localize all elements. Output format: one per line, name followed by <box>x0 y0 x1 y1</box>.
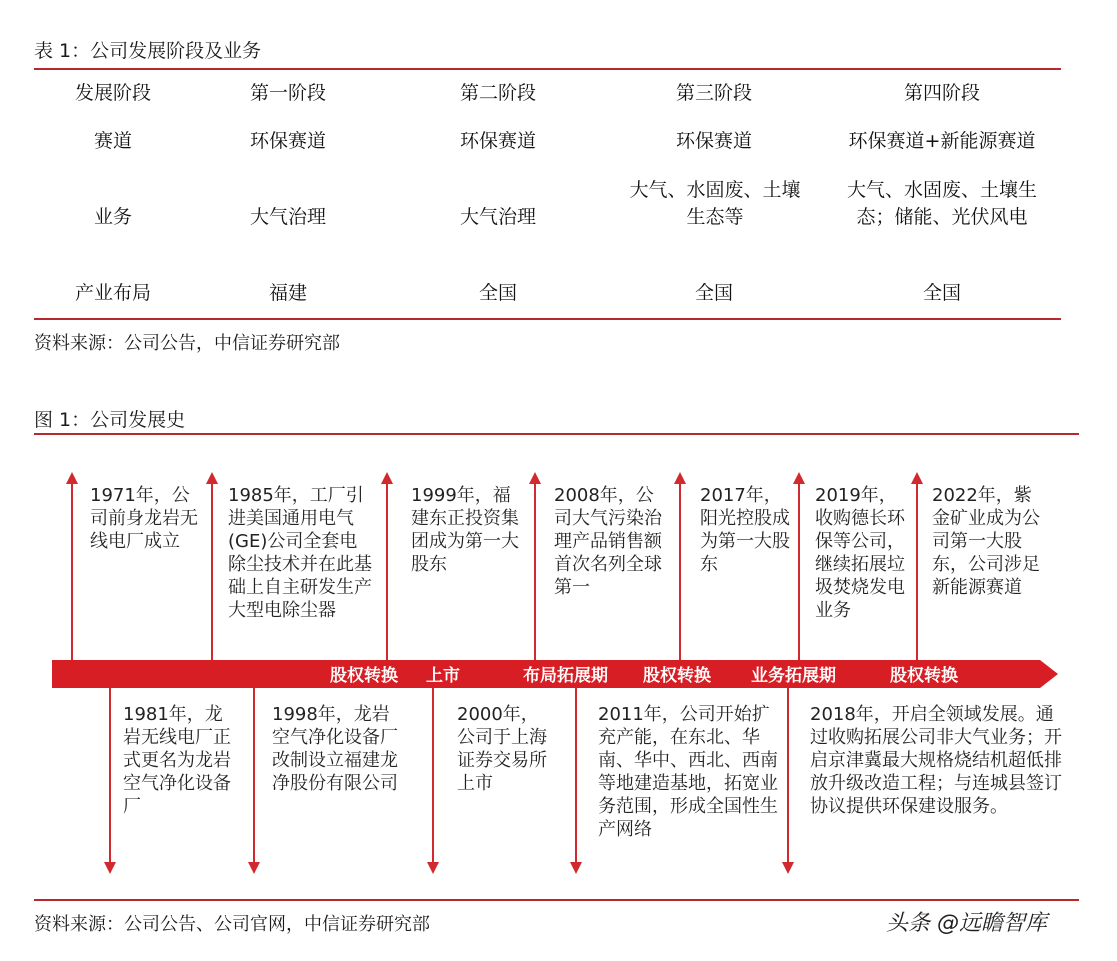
timeline-segment-label: 上市 <box>426 666 460 686</box>
timeline-segment-label: 业务拓展期 <box>751 666 836 686</box>
table-cell: 环保赛道+新能源赛道 <box>848 130 1036 152</box>
watermark: 头条 @远瞻智库 <box>886 911 1047 936</box>
table-header-cell: 第一阶段 <box>249 82 326 104</box>
table-cell: 全国 <box>478 282 517 304</box>
table-cell: 大气、水固废、土壤生态；储能、光伏风电 <box>846 179 1037 228</box>
timeline-event-bottom: 2011年，公司开始扩充产能，在东北、华南、华中、西北、西南等地建造基地，拓宽业务范围，形成全国性生产网络 <box>598 704 778 840</box>
table-cell: 业务 <box>93 206 132 228</box>
table-caption: 表 1：公司发展阶段及业务 <box>34 40 262 62</box>
timeline-event-top: 1971年，公司前身龙岩无线电厂成立 <box>90 485 198 552</box>
table-cell: 环保赛道 <box>459 130 536 152</box>
figure-caption: 图 1：公司发展史 <box>34 409 186 431</box>
timeline-event-bottom: 2000年，公司于上海证券交易所上市 <box>457 704 547 794</box>
table-cell: 全国 <box>694 282 733 304</box>
table-header-cell: 发展阶段 <box>74 82 151 104</box>
timeline-segment-label: 股权转换 <box>643 666 711 686</box>
table-cell: 福建 <box>268 282 307 304</box>
table-header-cell: 第二阶段 <box>459 82 536 104</box>
table-cell: 赛道 <box>93 130 132 152</box>
timeline-event-top: 2017年，阳光控股成为第一大股东 <box>700 485 790 575</box>
table-cell: 大气治理 <box>249 206 326 228</box>
table-header-cell: 第四阶段 <box>903 82 980 104</box>
table-cell: 大气治理 <box>459 206 536 228</box>
figure-bottom-rule <box>34 899 1079 901</box>
timeline-event-top: 1985年，工厂引进美国通用电气(GE)公司全套电除尘技术并在此基础上自主研发生产大型电除尘器 <box>228 485 372 621</box>
table-cell: 大气、水固废、土壤生态等 <box>629 179 801 228</box>
timeline-event-bottom: 1998年，龙岩空气净化设备厂改制设立福建龙净股份有限公司 <box>272 704 398 794</box>
timeline-event-bottom: 2018年，开启全领域发展。通过收购拓展公司非大气业务；开启京津冀最大规格烧结机超低排放升级改造工程；与连城县签订协议提供环保建设服务。 <box>810 704 1062 817</box>
table-cell: 产业布局 <box>74 282 151 304</box>
figure-source-note: 资料来源：公司公告、公司官网，中信证券研究部 <box>34 914 430 935</box>
timeline-segment-label: 股权转换 <box>330 666 398 686</box>
timeline-event-top: 2008年，公司大气污染治理产品销售额首次名列全球第一 <box>554 485 662 598</box>
table-source-note: 资料来源：公司公告，中信证券研究部 <box>34 333 340 354</box>
timeline-event-top: 1999年，福建东正投资集团成为第一大股东 <box>411 485 519 575</box>
table-header-cell: 第三阶段 <box>675 82 752 104</box>
timeline-segment-label: 股权转换 <box>890 666 958 686</box>
table-cell: 环保赛道 <box>675 130 752 152</box>
timeline-segment-label: 布局拓展期 <box>523 666 608 686</box>
timeline-event-top: 2022年，紫金矿业成为公司第一大股东，公司涉足新能源赛道 <box>932 485 1040 598</box>
timeline-event-top: 2019年，收购德长环保等公司，继续拓展垃圾焚烧发电业务 <box>815 485 905 621</box>
table-cell: 环保赛道 <box>249 130 326 152</box>
table-cell: 全国 <box>922 282 961 304</box>
timeline-event-bottom: 1981年，龙岩无线电厂正式更名为龙岩空气净化设备厂 <box>123 704 231 817</box>
